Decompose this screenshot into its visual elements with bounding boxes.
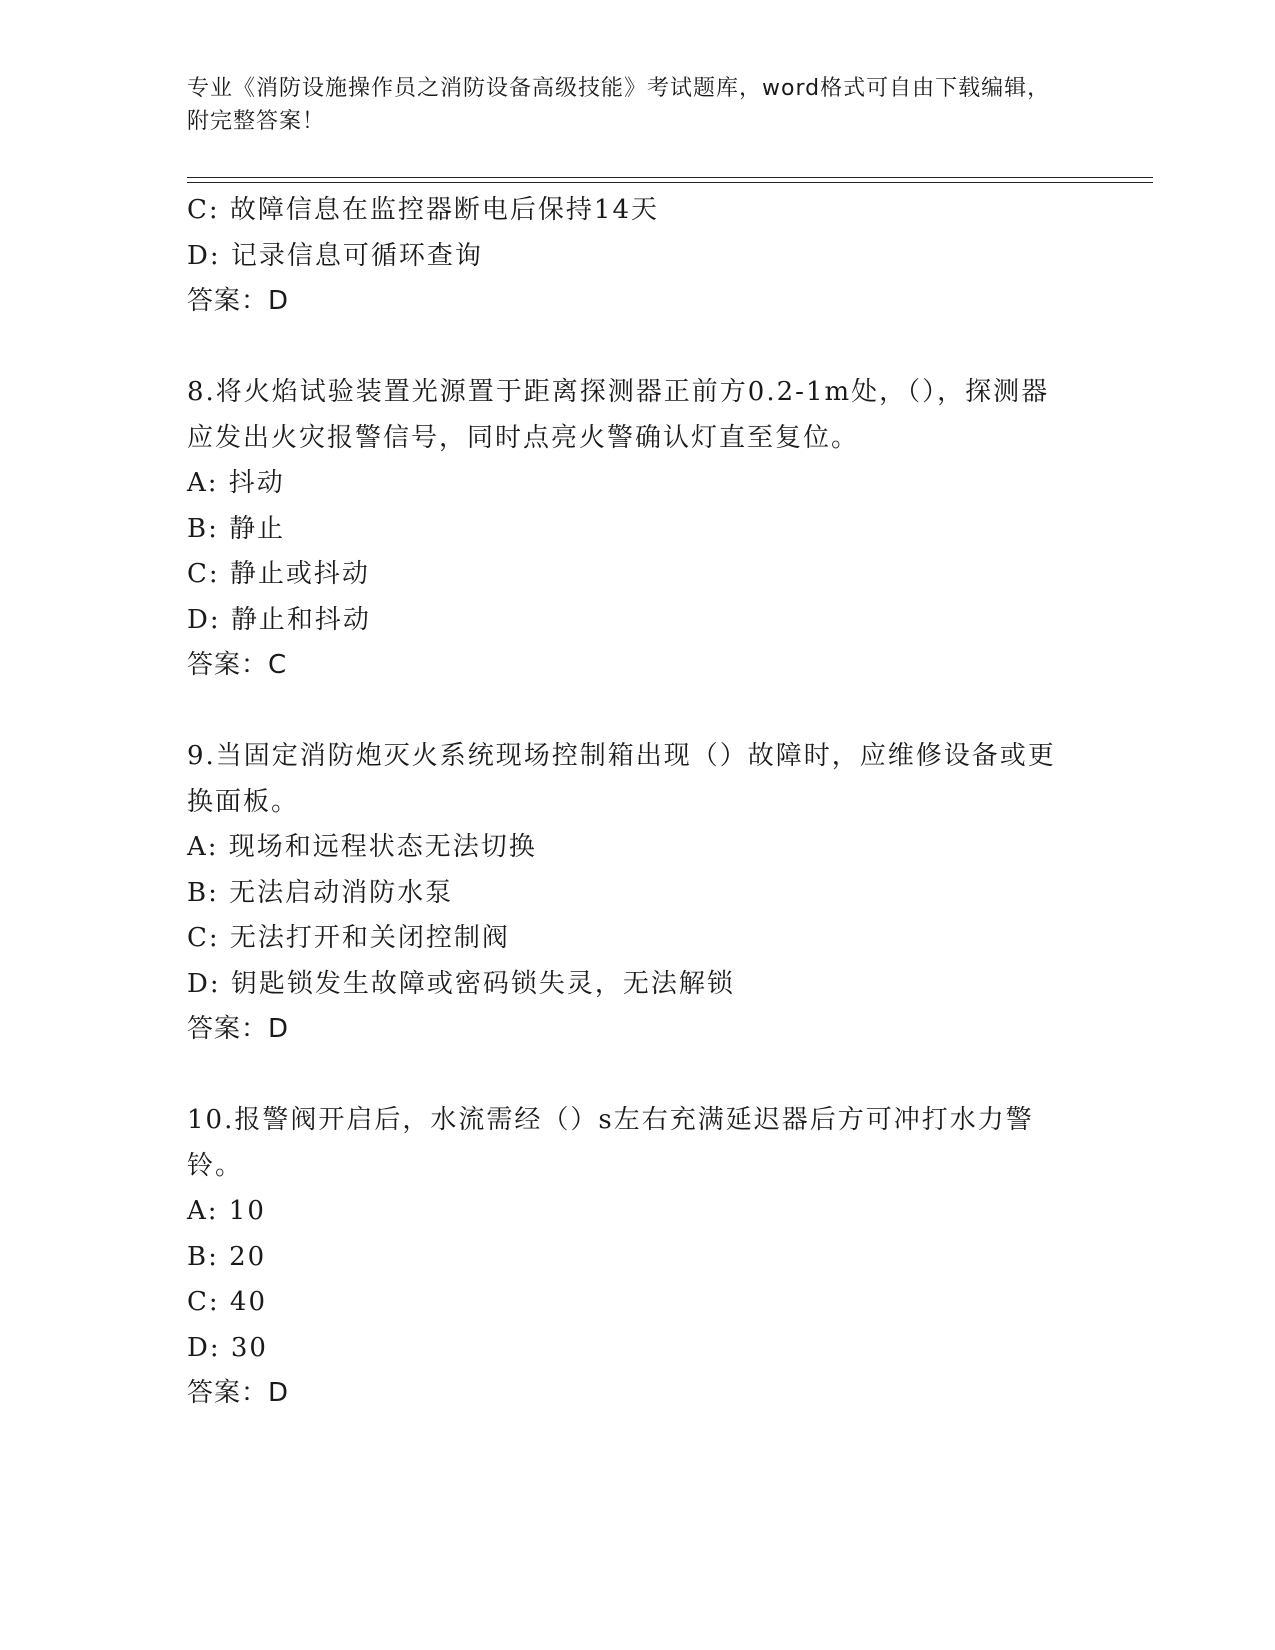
header-rule-top (187, 177, 1153, 178)
question-9 (187, 734, 1087, 1053)
option-b: B: 静止 (187, 513, 286, 544)
option-a: A: 10 (187, 1196, 266, 1226)
spacer (187, 689, 1087, 735)
answer-line: 答案：D (187, 1378, 290, 1408)
option-d: D: 30 (187, 1332, 268, 1363)
option-d: D: 钥匙锁发生故障或密码锁失灵，无法解锁 (187, 968, 735, 999)
option-c: C: 无法打开和关闭控制阀 (187, 923, 510, 953)
spacer (187, 1053, 1087, 1099)
answer-line: 答案：D (187, 1014, 290, 1044)
question-text: 9.当固定消防炮灭火系统现场控制箱出现（）故障时，应维修设备或更换面板。 (187, 741, 1056, 817)
option-a: A: 抖动 (187, 468, 285, 498)
option-a: A: 现场和远程状态无法切换 (187, 832, 537, 862)
spacer (187, 325, 1087, 371)
question-10 (187, 1098, 1087, 1417)
option-c: C: 故障信息在监控器断电后保持14天 (187, 195, 660, 225)
answer-line: 答案：D (187, 286, 290, 316)
header-rule-bottom (187, 182, 1153, 183)
option-d: D: 记录信息可循环查询 (187, 240, 483, 271)
document-body (187, 188, 1087, 1417)
question-7-continuation (187, 188, 1087, 325)
question-text: 10.报警阀开启后，水流需经（）s左右充满延迟器后方可冲打水力警铃。 (187, 1105, 1034, 1181)
option-c: C: 静止或抖动 (187, 559, 370, 589)
question-text: 8.将火焰试验装置光源置于距离探测器正前方0.2-1m处，（），探测器应发出火灾报警信号，同时点亮火警确认灯直至复位。 (187, 377, 1050, 453)
question-8 (187, 370, 1087, 689)
document-header: 专业《消防设施操作员之消防设备高级技能》考试题库，word格式可自由下载编辑，附完整答案！ (187, 76, 1051, 134)
option-d: D: 静止和抖动 (187, 604, 371, 635)
option-c: C: 40 (187, 1287, 268, 1317)
answer-line: 答案：C (187, 650, 288, 680)
option-b: B: 20 (187, 1241, 267, 1272)
option-b: B: 无法启动消防水泵 (187, 877, 454, 908)
